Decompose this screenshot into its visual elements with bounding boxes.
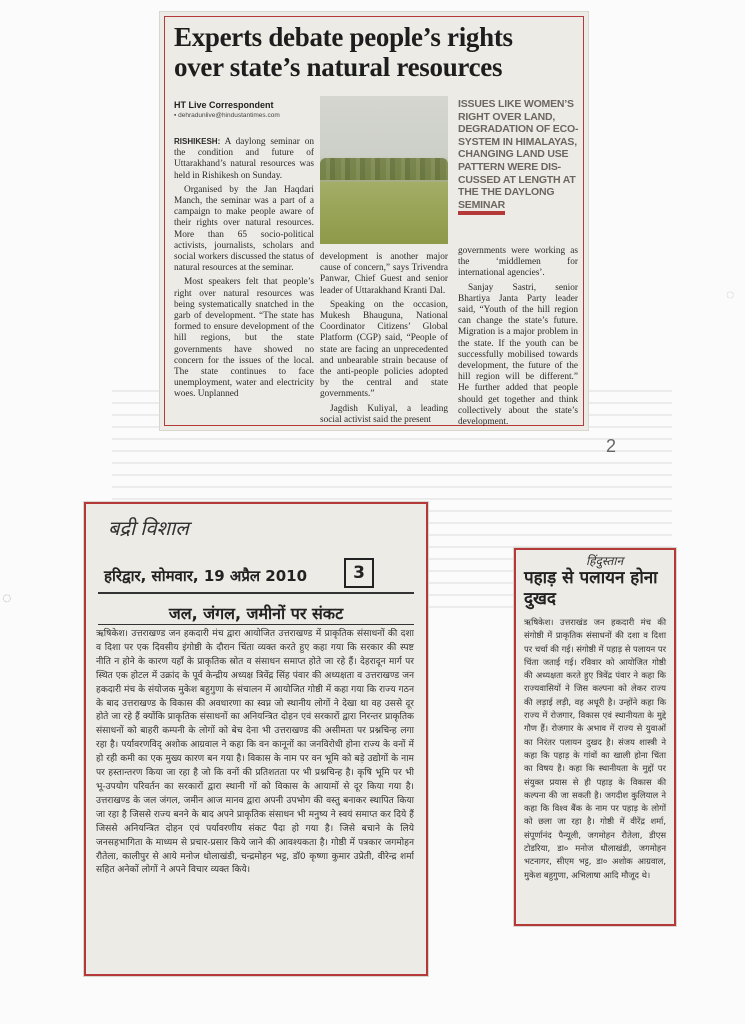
header-rule	[98, 592, 414, 594]
punch-hole-mark: ◌	[2, 590, 12, 607]
hindi-news-clipping-right	[514, 548, 676, 926]
newspaper-dateline: हरिद्वार, सोमवार, 19 अप्रैल 2010	[104, 567, 308, 585]
col3-paragraph-1: governments were working as the ‘middlemen for international agencies’.	[458, 246, 578, 279]
pull-quote-underlined: SEMINAR	[458, 199, 505, 215]
hindi-article-body: ऋषिकेश। उत्तराखण्ड जन हकदारी मंच द्वारा आयोजित उत्तराखण्ड में प्राकृतिक संसाधनों की दशा व दिशा पर एक दिवसीय इंगोष्ठी के दौरान चिंता व्यक्त करते हुए कहा गया कि सरकार की स्पष्ट नीति न होने के कारण यहाँ के प्राकृतिक स्रोत व संसाधन समाप्त होते जा रहे हैं। देहरादून मार्ग पर स्थित एक होटल में उक्रांद के पूर्व केन्द्रीय अध्यक्ष त्रिवेंद्र सिंह पंवार की अध्यक्षता व उत्तराखण्ड जन हकदारी मंच के संयोजक मुकेश बहुगुणा के संचालन में आयोजित गोष्ठी में कहा गया कि राज्य गठन के बाद उत्तराखण्ड के विकास की अवधारणा का स्वप्न जो स्थानीय लोगों ने देखा था वह उससे दूर होते जा रहे हैं क्योंकि प्राकृतिक संसाधनों का अनियन्त्रित दोहन एवं सरकारों द्वारा निरन्तर प्राकृतिक संसाधनों को बाहरी कम्पनी के लोगों को बेच देना भी उत्तराखण्ड की असीमता पर प्रश्नचिन्ह लगा रहा है। पर्यावरणविद् अशोक आग्रवाल ने कहा कि वन कानूनों का जनविरोधी होना राज्य के वनों में हो रही कमी का एक मुख्य कारण बन गया है। विकास के नाम पर वन भूमि को बड़े उद्योगों के नाम पर हस्तान्तरण किया जा रहा है जो कि वनों की प्रतिशतता पर भी प्रश्नचिन्ह है। कृषि भूमि पर भी भू-उपयोग परिवर्तन का सरकारों द्वारा स्थानी गों को विकास के आयामों से दूर किया गया है। उत्तराखण्ड के जल जंगल, जमीन आज मानव द्वारा अपनी उपभोग की वस्तु बनाकर स्थापित किया जा रहा है जिससे राज्य बनने के बाद अपने प्राकृतिक संसाधन भी मनुष्य ने स्वयं समाप्त कर दिये हैं जिससे अनियन्त्रित दोहन एवं पर्यावरणीय संकट पैदा हो गया है। जिसे बचाने के लिये जनसहभागिता के माध्यम से प्रचार-प्रसार किये जाने की आवश्यकता है। गोष्ठी में पत्रकार जगमोहन रौतेला, कालीपुर से आये मनोज धोलाखंडी, चन्द्रमोहन भट्ट, डॉ0 कृष्णा कुमार उप्रेती, वीरेन्द्र शर्मा सहित अनेकों लोगों ने अपने विचार व्यक्त किये।	[96, 629, 414, 876]
handwritten-source-label-right: हिंदुस्तान	[586, 554, 624, 568]
headline-rule	[98, 624, 414, 625]
photo-treeline	[320, 158, 448, 180]
pull-quote: ISSUES LIKE WOMEN’S RIGHT OVER LAND, DEGRADATION OF ECO-SYSTEM IN HIMALAYAS, CHANGING LAND USE PATTERN WERE DIS-CUSSED AT LENGTH AT THE THE DAYLONG SEMINAR	[458, 98, 582, 211]
byline: HT Live Correspondent	[174, 100, 274, 110]
article-headline	[174, 22, 584, 82]
byline-email: ▪ dehradunlive@hindustantimes.com	[174, 112, 280, 119]
article-column-2	[320, 252, 448, 429]
english-news-clipping	[160, 12, 588, 430]
hindi-news-clipping-left	[84, 502, 428, 976]
col1-paragraph-2: Organised by the Jan Haqdari Manch, the seminar was a part of a campaign to make people aware of their rights over natural resources. More than 65 socio-political activists, journalists, scholars and social workers discussed the status of natural resources at the seminar.	[174, 184, 314, 274]
photo-field	[320, 182, 448, 244]
hindi-headline-right: पहाड़ से पलायन होना दुखद	[524, 568, 658, 609]
handwritten-source-label: बद्री विशाल	[108, 518, 189, 540]
col1-paragraph-3: Most speakers felt that people’s right over natural resources was being systematically snatched in the garb of development. “The state has formed to ensure development of the hill regions, but the state governments have showed no concern for the issues of the local. The state continues to face unemployment, water and electricity woes. Unplanned	[174, 277, 314, 400]
headline-line-2: over state’s natural resources	[174, 52, 503, 82]
col3-paragraph-2: Sanjay Sastri, senior Bhartiya Janta Party leader said, “Youth of the hill region can change the state’s future. Migration is a major problem in the state. If the youth can be successfully mobilised towards development, the future of the hill region will be different.” He further added that people should get together and think collectively about the state’s development.	[458, 282, 578, 428]
article-column-1: RISHIKESH: A daylong seminar on the condition and future of Uttarakhand’s natural resources was held in Rishikesh on Sunday. Organised by the Jan Haqdari Manch, the seminar was a part of a campaign to make people aware of their rights over natural resources. More than 65 socio-political activists, journalists, scholars and social workers discussed the status of natural resources at the seminar. Most speakers felt that people’s right over natural resources was being systematically snatched in the garb of development. “The state has formed to ensure development of the hill regions, but the state governments have showed no concern for the issues of the local. The state continues to face unemployment, water and electricity woes. Unplanned	[174, 137, 314, 400]
page-number-box: 3	[344, 558, 374, 588]
punch-hole-mark-right: ◌	[726, 286, 735, 302]
margin-tick-mark: 2	[606, 436, 617, 456]
hindi-article-body-right: ऋषिकेश। उत्तराखंड जन हकदारी मंच की संगोष्ठी में प्राकृतिक संसाधनों की दशा व दिशा पर चर्चा की गई। संगोष्ठी में पहाड़ से पलायन पर चिंता जताई गई। रविवार को आयोजित गोष्ठी की अध्यक्षता करते हुए त्रिवेंद्र पंवार ने कहा कि राज्यवासियों ने जिस कल्पना को लेकर राज्य की लड़ाई लड़ी, वह अधूरी है। उन्होंने कहा कि राज्य में रोजगार, विकास एवं स्थानीयता के मुद्दे गौण हैं। रोजगार के अभाव में राज्य से युवाओं का निरंतर पलायन दुखद है। संजय शास्त्री ने कहा कि पहाड़ के गांवों का खाली होना चिंता का विषय है। कहा कि स्थानीयता के मुद्दों पर संयुक्त प्रयास से ही पहाड़ के विकास की कल्पना की जा सकती है। जगदीश कुलियाल ने कहा कि विश्व बैंक के नाम पर पहाड़ के लोगों को छला जा रहा है। गोष्ठी में वीरेंद्र शर्मा, संपूर्णानंद पैन्यूली, जगमोहन रौतेला, डीएस टोडरिया, डा० मनोज धौलाखंडी, जगमोहन भटनागर, सीएम भट्ट, डा० अशोक आग्रवाल, मुकेश बहुगुणा, अभिलाषा आदि मौजूद थे।	[524, 617, 667, 880]
hindi-headline: जल, जंगल, जमीनों पर संकट	[168, 604, 344, 623]
article-dateline: RISHIKESH:	[174, 137, 221, 146]
col2-paragraph-1: development is another major cause of concern,” says Trivendra Panwar, Chief Guest and senior leader of Uttarakhand Kranti Dal.	[320, 252, 448, 296]
headline-line-1: Experts debate people’s rights	[174, 22, 513, 52]
field-photo	[320, 96, 448, 244]
col2-paragraph-3: Jagdish Kuliyal, a leading social activist said the present	[320, 403, 448, 425]
article-column-3	[458, 246, 578, 431]
col2-paragraph-2: Speaking on the occasion, Mukesh Bhauguna, National Coordinator Citizens’ Global Platform (CGP) said, “People of state are facing an unprecedented and unbearable strain because of the anti-people policies adopted by the central and state governments.”	[320, 299, 448, 400]
